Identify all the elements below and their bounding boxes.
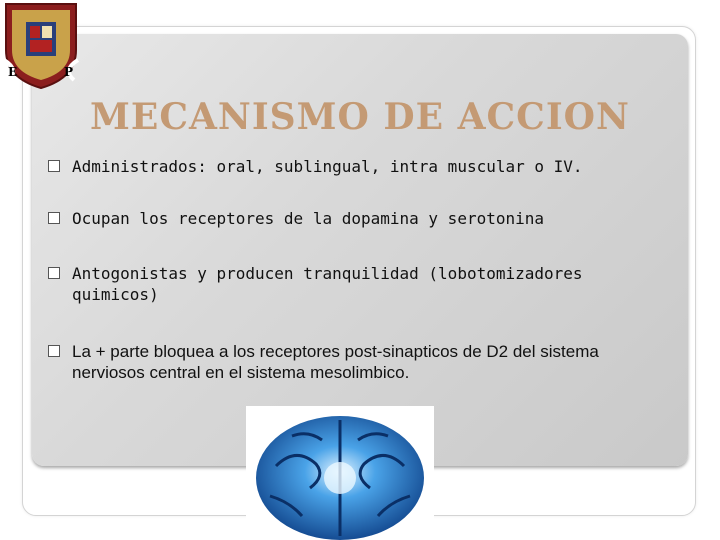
bullet-square-icon (48, 212, 60, 224)
bullet-text: Antogonistas y producen tranquilidad (lobotomizadores quimicos) (72, 264, 583, 304)
bullet-text: Administrados: oral, sublingual, intra muscular o IV. (72, 157, 583, 176)
bullet-item (48, 156, 583, 177)
university-seal-logo (0, 0, 82, 90)
svg-text:P: P (64, 65, 74, 79)
bullet-text: Ocupan los receptores de la dopamina y serotonina (72, 209, 545, 228)
bullet-item (48, 263, 668, 305)
bullet-square-icon (48, 345, 60, 357)
svg-text:E: E (8, 65, 18, 79)
brain-image (246, 406, 434, 540)
bullet-square-icon (48, 267, 60, 279)
bullet-text: La + parte bloquea a los receptores post-sinapticos de D2 del sistema nerviosos central en el sistema mesolimbico. (72, 342, 599, 382)
bullet-item (48, 341, 668, 383)
bullet-square-icon (48, 160, 60, 172)
slide-title: MECANISMO DE ACCION (90, 96, 630, 138)
bullet-item (48, 208, 544, 229)
